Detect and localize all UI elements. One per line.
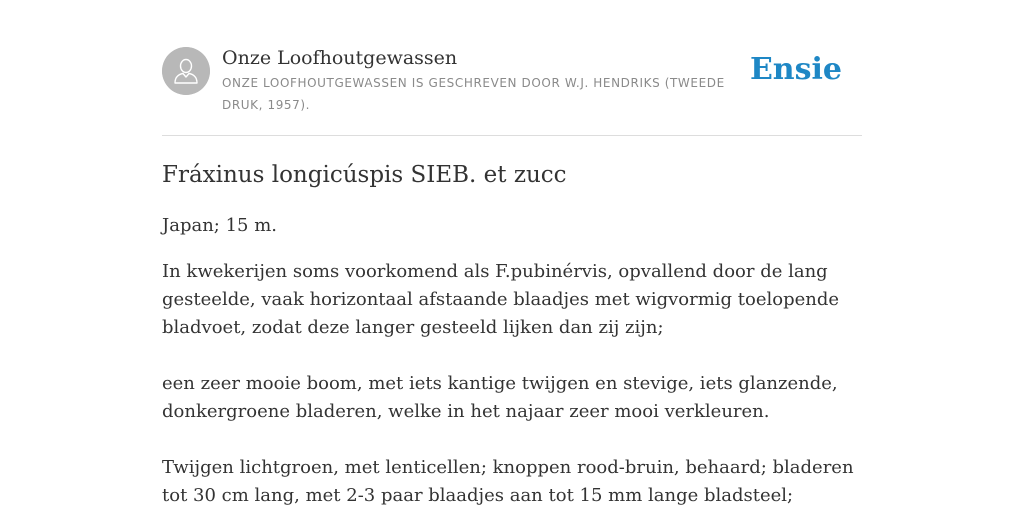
source-header bbox=[162, 0, 862, 136]
page-container bbox=[162, 0, 862, 506]
entry-body bbox=[162, 212, 862, 512]
entry-paragraph: een zeer mooie boom, met iets kantige twijgen en stevige, iets glanzende, donkergroene bladeren, welke in het najaar zeer mooi verkleuren. bbox=[162, 373, 838, 422]
entry-paragraph: Japan; 15 m. bbox=[162, 215, 277, 236]
source-title[interactable]: Onze Loofhoutgewassen bbox=[222, 47, 458, 69]
source-avatar[interactable] bbox=[162, 47, 210, 95]
entry-title: Fráxinus longicúspis SIEB. et zucc bbox=[162, 162, 567, 188]
ensie-logo[interactable]: Ensie bbox=[749, 52, 842, 87]
source-description: ONZE LOOFHOUTGEWASSEN IS GESCHREVEN DOOR W.J. HENDRIKS (TWEEDE DRUK, 1957). bbox=[222, 76, 725, 112]
user-silhouette-icon bbox=[162, 47, 210, 95]
entry-paragraph: Twijgen lichtgroen, met lenticellen; knoppen rood-bruin, behaard; bladeren tot 30 cm lang, met 2-3 paar blaadjes aan tot 15 mm lange bladsteel; bbox=[162, 457, 854, 506]
entry-paragraph: In kwekerijen soms voorkomend als F.pubinérvis, opvallend door de lang gesteelde, vaak horizontaal afstaande blaadjes met wigvormig toelopende bladvoet, zodat deze langer gesteeld lijken dan zij zijn; bbox=[162, 261, 840, 338]
